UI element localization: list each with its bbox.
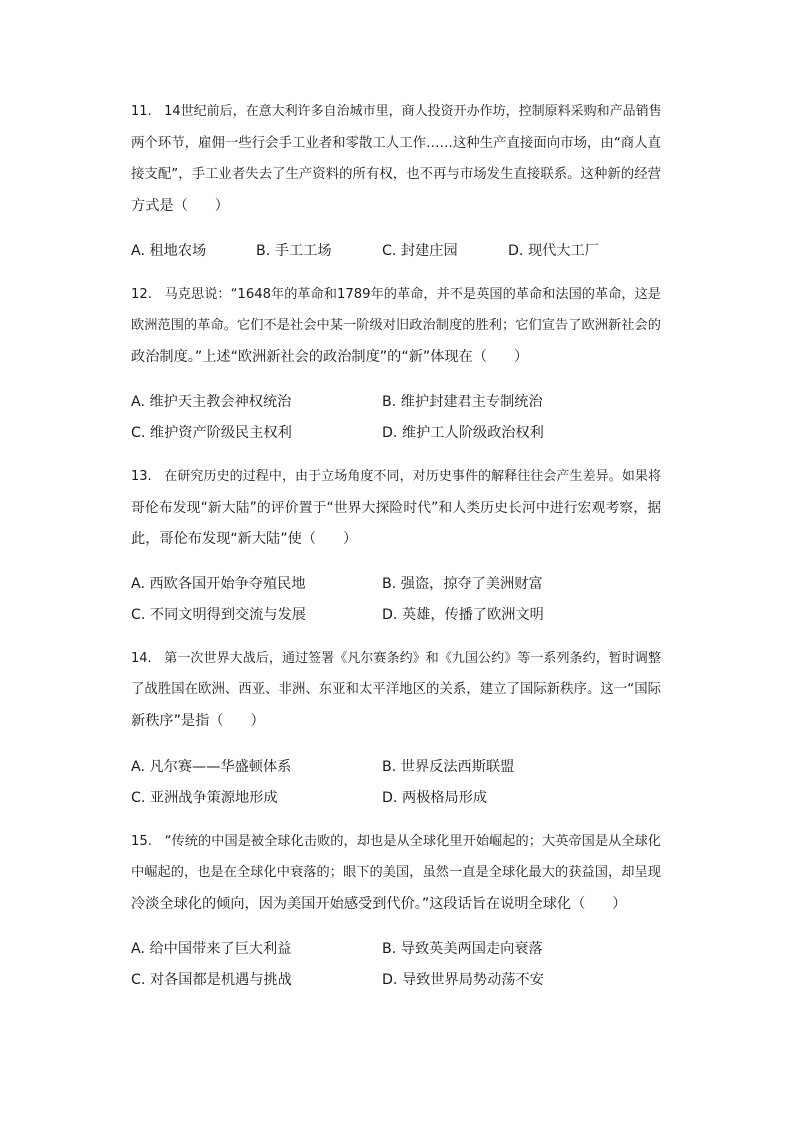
question-15-line-1: 15. “传统的中国是被全球化击败的，却也是从全球化里开始崛起的；大英帝国是从全球化 bbox=[131, 834, 661, 849]
question-14-option-c[interactable]: C. 亚洲战争策源地形成 bbox=[131, 790, 278, 806]
question-11-line-4: 方式是（ ） bbox=[131, 198, 229, 214]
question-14-line-3: 新秩序”是指（ ） bbox=[131, 713, 265, 729]
question-13-line-3: 此，哥伦布发现“新大陆”使（ ） bbox=[131, 531, 358, 547]
question-15-line-2: 中崛起的，也是在全球化中衰落的；眼下的美国，虽然一直是全球化最大的获益国，却呈现 bbox=[131, 865, 661, 880]
question-11-line-3: 接支配”，手工业者失去了生产资料的所有权，也不再与市场发生直接联系。这种新的经营 bbox=[131, 167, 661, 182]
question-14-line-2: 了战胜国在欧洲、西亚、非洲、东亚和太平洋地区的关系，建立了国际新秩序。这一“国际 bbox=[131, 682, 661, 697]
question-11-option-c[interactable]: C. 封建庄园 bbox=[382, 243, 458, 259]
question-14-option-b[interactable]: B. 世界反法西斯联盟 bbox=[382, 759, 515, 775]
question-11-line-2: 两个环节，雇佣一些行会手工业者和零散工人工作……这种生产直接面向市场，由“商人直 bbox=[131, 136, 661, 151]
question-12-line-1: 12. 马克思说：“1648年的革命和1789年的革命，并不是英国的革命和法国的革命，这是 bbox=[131, 287, 661, 302]
question-13-line-1: 13. 在研究历史的过程中，由于立场角度不同，对历史事件的解释往往会产生差异。如果将 bbox=[131, 469, 661, 484]
question-11-option-b[interactable]: B. 手工工场 bbox=[256, 243, 332, 259]
question-12-line-3: 政治制度。”上述“欧洲新社会的政治制度”的“新”体现在（ ） bbox=[131, 349, 529, 365]
question-13-option-b[interactable]: B. 强盗，掠夺了美洲财富 bbox=[382, 576, 543, 592]
question-15-option-c[interactable]: C. 对各国都是机遇与挑战 bbox=[131, 972, 292, 988]
question-15-option-d[interactable]: D. 导致世界局势动荡不安 bbox=[382, 972, 544, 988]
question-12-option-a[interactable]: A. 维护天主教会神权统治 bbox=[131, 394, 292, 410]
question-13-option-c[interactable]: C. 不同文明得到交流与发展 bbox=[131, 607, 306, 623]
question-11-option-d[interactable]: D. 现代大工厂 bbox=[508, 243, 599, 259]
question-11-line-1: 11. 14世纪前后，在意大利许多自治城市里，商人投资开办作坊，控制原料采购和产品销售 bbox=[131, 104, 662, 119]
question-14-line-1: 14. 第一次世界大战后，通过签署《凡尔赛条约》和《九国公约》等一系列条约，暂时调整 bbox=[131, 651, 661, 666]
question-13-option-d[interactable]: D. 英雄，传播了欧洲文明 bbox=[382, 607, 544, 623]
question-12-option-c[interactable]: C. 维护资产阶级民主权利 bbox=[131, 425, 292, 441]
question-15-option-a[interactable]: A. 给中国带来了巨大利益 bbox=[131, 941, 292, 957]
question-12-option-d[interactable]: D. 维护工人阶级政治权利 bbox=[382, 425, 544, 441]
question-12-option-b[interactable]: B. 维护封建君主专制统治 bbox=[382, 394, 543, 410]
question-12-line-2: 欧洲范围的革命。它们不是社会中某一阶级对旧政治制度的胜利；它们宣告了欧洲新社会的 bbox=[131, 318, 661, 333]
question-14-option-d[interactable]: D. 两极格局形成 bbox=[382, 790, 488, 806]
question-14-option-a[interactable]: A. 凡尔赛——华盛顿体系 bbox=[131, 759, 292, 775]
question-13-option-a[interactable]: A. 西欧各国开始争夺殖民地 bbox=[131, 576, 306, 592]
question-11-option-a[interactable]: A. 租地农场 bbox=[131, 243, 207, 259]
question-15-option-b[interactable]: B. 导致英美两国走向衰落 bbox=[382, 941, 543, 957]
question-13-line-2: 哥伦布发现“新大陆”的评价置于“世界大探险时代”和人类历史长河中进行宏观考察，据 bbox=[131, 500, 661, 516]
question-15-line-3: 冷淡全球化的倾向，因为美国开始感受到代价。”这段话旨在说明全球化（ ） bbox=[131, 896, 627, 912]
